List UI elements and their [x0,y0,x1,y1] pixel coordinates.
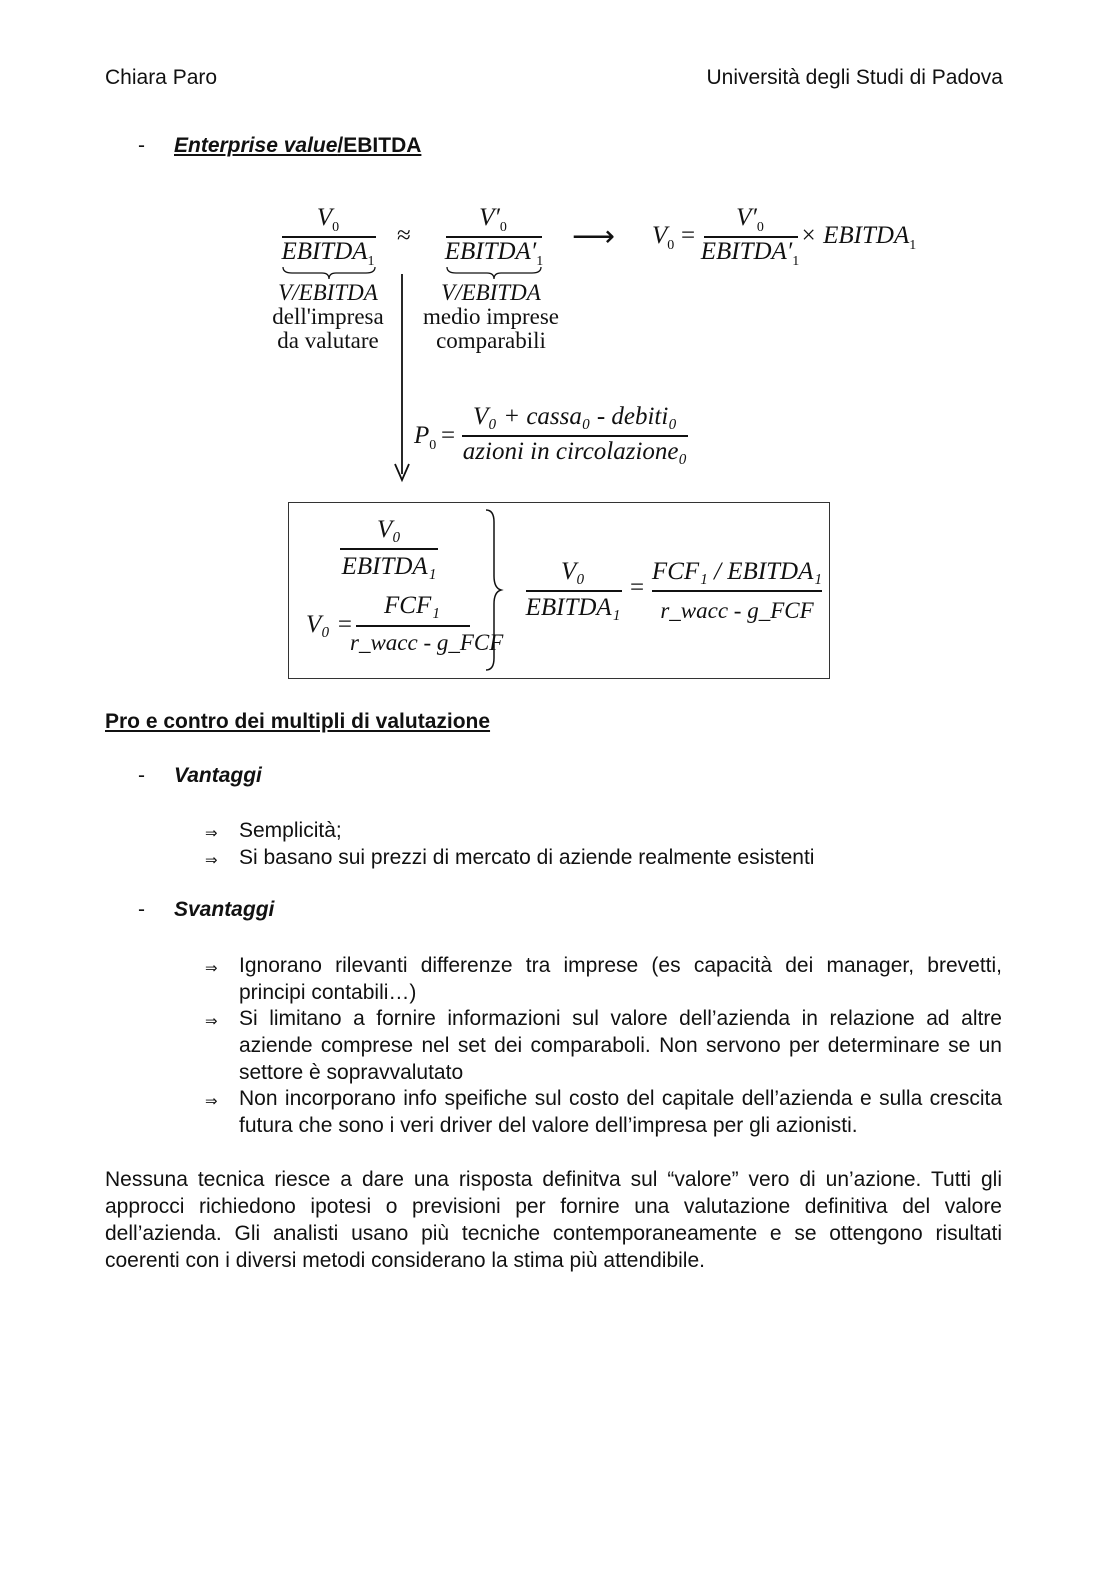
p0-numerator: V₀ + cassa₀ - debiti₀ [472,403,678,430]
label-right: V/EBITDA medio imprese comparabili [422,280,560,353]
frac2-numerator: $V'_0$ [479,204,507,235]
arrow-icon: ⇒ [205,960,218,977]
svantaggi-item: Non incorporano info speifiche sul costo del capitale dell’azienda e sulla crescita futura che sono i veri driver del valore dell’impresa per gli azionisti. [239,1087,1002,1137]
frac2-underbrace [446,266,542,280]
box-f1-numerator: V₀ [377,516,401,543]
box-f4-numerator: FCF₁ / EBITDA₁ [651,558,823,585]
result-equals: = [681,222,696,249]
frac1-denominator: $EBITDA_1$ [281,238,375,269]
arrow-icon: ⇒ [205,825,218,842]
box-right-brace [484,508,504,672]
box-f2-bar [356,625,470,627]
box-f2-numerator: FCF₁ [384,592,440,619]
p0-lhs: $P_0$ [414,422,437,453]
result-denominator: $EBITDA'_1$ [700,238,800,269]
box-f4-bar [652,590,822,592]
frac1-underbrace [282,266,376,280]
header-university: Università degli Studi di Padova [706,66,1003,89]
implies-arrow: ⟶ [572,220,616,253]
vantaggi-title: Vantaggi [174,764,262,787]
box-f2-denominator: r_wacc - g_FCF [350,630,504,655]
down-arrow [392,274,412,484]
approx-symbol: ≈ [397,222,411,249]
arrow-icon: ⇒ [205,1093,218,1110]
result-times-ebitda: × $EBITDA_1$ [800,222,917,253]
section1-title [174,134,421,158]
conclusion-paragraph: Nessuna tecnica riesce a dare una risposta definitva sul “valore” vero di un’azione. Tutti gli approcci richiedono ipotesi o previsioni per fornire una valutazione definitiva del valore dell’azienda. Gli analisti usano più tecniche contemporaneamente e se ottengono risultati coerenti con i diversi metodi considerano la stima più attendibile. [105,1168,1002,1272]
box-f3-numerator: V₀ [561,558,585,585]
frac1-numerator: $V_0$ [316,204,340,235]
section1-title-italic: Enterprise value [174,134,338,157]
result-numerator: $V'_0$ [736,204,764,235]
p0-equals: = [441,422,456,449]
vantaggi-item: Semplicità; [239,819,342,842]
label-left: V/EBITDA dell'impresa da valutare [272,280,384,353]
box-f3-equals: = [630,574,645,601]
result-lhs: $V_0$ [652,222,675,253]
arrow-icon: ⇒ [205,852,218,869]
p0-denominator: azioni in circolazione₀ [462,438,688,465]
svantaggi-title: Svantaggi [174,898,275,921]
box-f3-denominator: EBITDA₁ [525,594,621,621]
section1-bullet: - [138,134,145,157]
svantaggi-item: Si limitano a fornire informazioni sul valore dell’azienda in relazione ad altre aziende comprese nel set dei comparaboli. Non servono per determinare se un settore è sopravvalutato [239,1007,1002,1084]
frac2-denominator: $EBITDA'_1$ [444,238,544,269]
header-author: Chiara Paro [105,66,218,89]
p0-bar [462,435,688,437]
section1-title-rest: /EBITDA [337,134,422,157]
box-f4-denominator: r_wacc - g_FCF [660,598,814,623]
box-f1-denominator: EBITDA₁ [341,553,437,580]
box-f3-bar [526,590,622,592]
svantaggi-item: Ignorano rilevanti differenze tra imprese (es capacità dei manager, brevetti, principi contabili…) [239,954,1002,1004]
svantaggi-bullet: - [138,898,145,921]
box-f2-lhs: V₀ = [306,611,354,638]
vantaggi-bullet: - [138,764,145,787]
vantaggi-item: Si basano sui prezzi di mercato di aziende realmente esistenti [239,846,815,869]
arrow-icon: ⇒ [205,1013,218,1030]
box-f1-bar [340,548,438,550]
section2-title: Pro e contro dei multipli di valutazione [105,710,491,733]
